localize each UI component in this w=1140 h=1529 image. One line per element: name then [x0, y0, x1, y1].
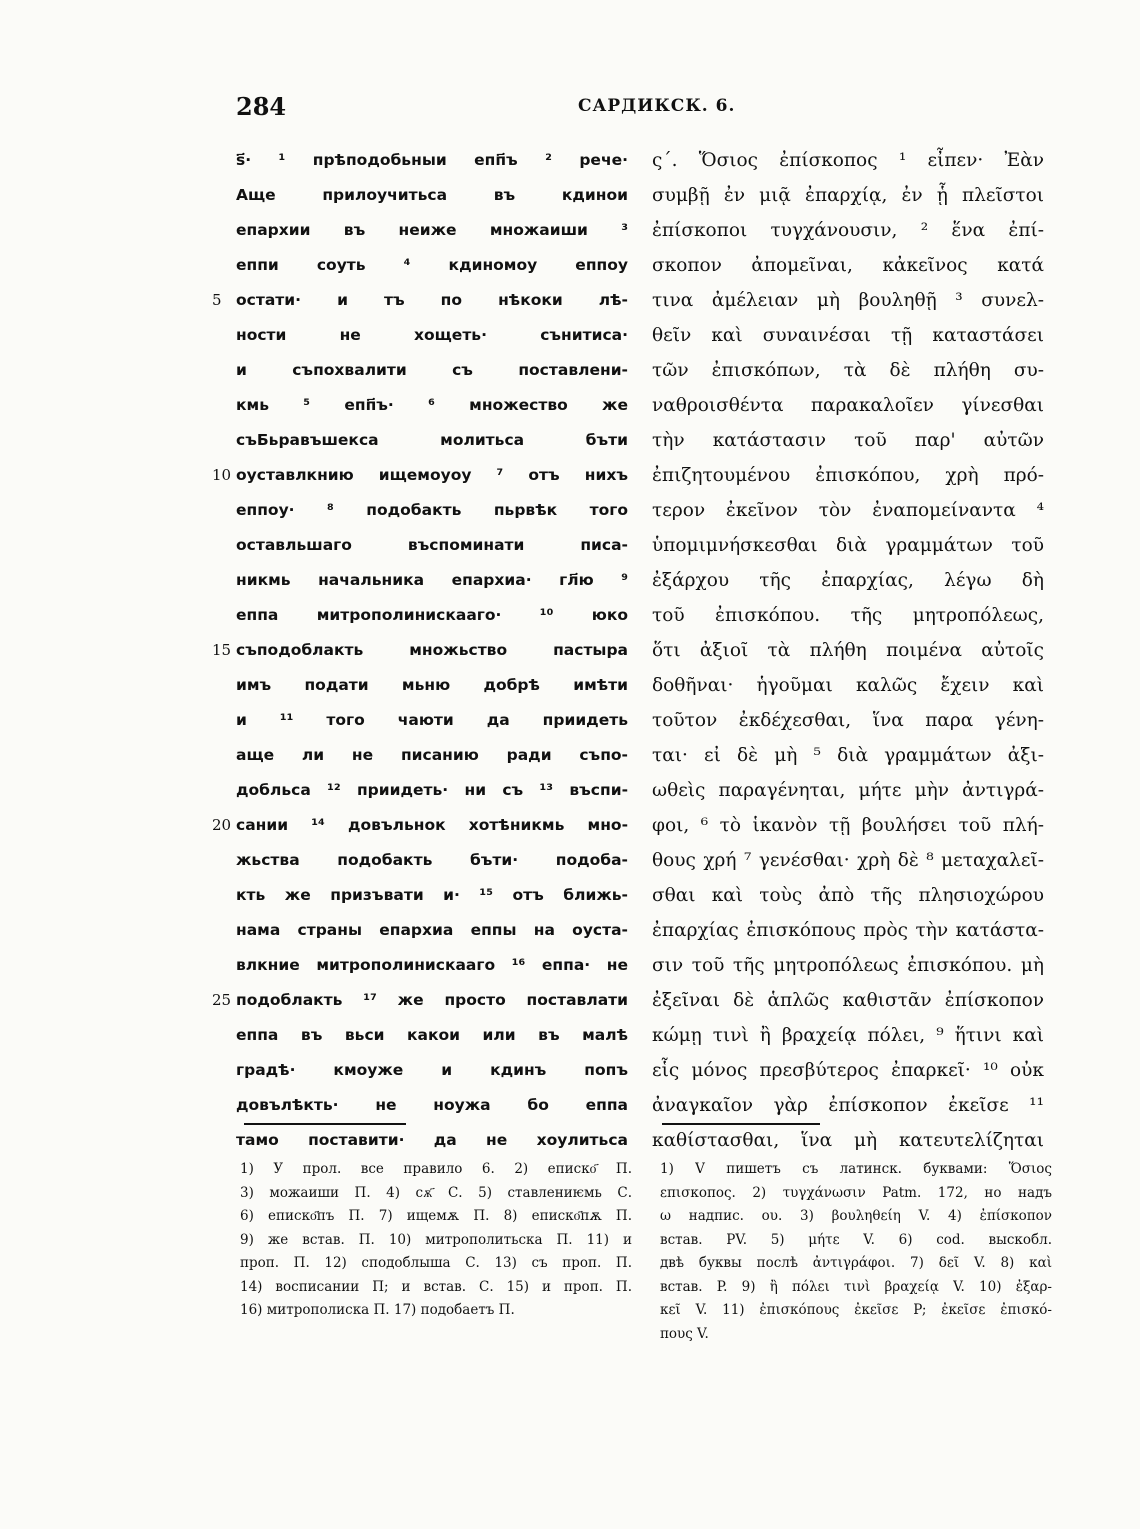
text-line: σιν τοῦ τῆς μητροπόλεως ἐπισκόπου. μὴ	[652, 955, 1044, 976]
text-line: τοῦτον ἐκδέχεσθαι, ἵνα παρα γένη-	[652, 710, 1044, 731]
text-line	[236, 668, 628, 703]
text-line: ἐπίσκοποι τυγχάνουσιν, ² ἕνα ἐπί-	[652, 220, 1044, 241]
greek-column	[652, 143, 1044, 1158]
text-line	[236, 1018, 628, 1053]
text-line	[236, 423, 628, 458]
church-slavonic-column	[212, 143, 628, 1158]
line-text: еппоу· ⁸ подобакть пьрвѣк того	[236, 501, 628, 519]
text-line: ωθεὶς παραγένηται, μήτε μὴν ἀντιγρά-	[652, 780, 1044, 801]
text-line	[212, 983, 628, 1018]
line-number: 5	[212, 291, 222, 309]
line-text: остати· и тъ по нѣкоки лѣ-	[236, 291, 628, 309]
page-number: 284	[236, 92, 287, 121]
text-line	[212, 458, 628, 493]
line-text: Аще прилоучитьса въ кдинои	[236, 186, 628, 204]
line-text: градѣ· кмоуже и кдинъ попъ	[236, 1061, 628, 1079]
footnote-line: 16) митрополиска П. 17) подобаетъ П.	[240, 1302, 515, 1318]
line-text: и ¹¹ того чаюти да приидеть	[236, 711, 628, 729]
text-line: τοῦ ἐπισκόπου. τῆς μητροπόλεως,	[652, 605, 1044, 626]
text-line: συμβῇ ἐν μιᾷ ἐπαρχίᾳ, ἐν ᾗ πλεῖστοι	[652, 185, 1044, 206]
line-text: еппи соуть ⁴ кдиномоу еппоу	[236, 256, 628, 274]
line-number: 25	[212, 991, 232, 1009]
text-line: ὅτι ἀξιοῖ τὰ πλήθη ποιμένα αὐτοῖς	[652, 640, 1044, 661]
text-line: ἐξεῖναι δὲ ἁπλῶς καθιστᾶν ἐπίσκοπον	[652, 990, 1044, 1011]
line-text: сании ¹⁴ довъльнок хотѣникмь мно-	[236, 816, 628, 834]
text-line	[236, 493, 628, 528]
line-text: оуставлкнию ищемоуоу ⁷ отъ нихъ	[236, 466, 628, 484]
line-text: съБьравъшекса молитьса бъти	[236, 431, 628, 449]
text-line	[212, 283, 628, 318]
text-line: σθαι καὶ τοὺς ἀπὸ τῆς πλησιοχώρου	[652, 885, 1044, 906]
text-line	[236, 773, 628, 808]
text-line: ἀναγκαῖον γὰρ ἐπίσκοπον ἐκεῖσε ¹¹	[652, 1095, 1044, 1116]
text-line	[236, 1053, 628, 1088]
footnote-line: ω надпис. ου. 3) βουληθείη V. 4) ἐπίσκοπον	[660, 1208, 1052, 1224]
text-line	[212, 808, 628, 843]
footnote-line: επισκοπος. 2) τυγχάνωσιν Patm. 172, но надъ	[660, 1184, 1052, 1201]
text-line	[236, 1088, 628, 1123]
line-text: аще ли не писанию ради съпо-	[236, 746, 628, 764]
text-line	[236, 843, 628, 878]
footnote-line: κεῖ V. 11) ἐπισκόπους ἐκεῖσε P; ἐκεῖσε ἐπισκό-	[660, 1302, 1052, 1318]
text-line: τινα ἀμέλειαν μὴ βουληθῇ ³ συνελ-	[652, 290, 1044, 311]
line-text: нама страны епархиа еппы на оуста-	[236, 921, 628, 939]
text-line	[236, 878, 628, 913]
text-line: εἷς μόνος πρεσβύτερος ἐπαρκεῖ· ¹⁰ οὐκ	[652, 1060, 1044, 1081]
line-number: 10	[212, 466, 232, 484]
text-line: ἐπαρχίας ἐπισκόπους πρὸς τὴν κατάστα-	[652, 920, 1044, 941]
text-line	[236, 563, 628, 598]
footnote-line: встав. PV. 5) μήτε V. 6) cod. выскобл.	[660, 1231, 1052, 1248]
footnote-line: 6) еписко҃пъ П. 7) ищемѫ П. 8) еписко҃пѫ П.	[240, 1208, 632, 1224]
line-text: никмь начальника епархиа· гл҃ю ⁹	[236, 571, 628, 589]
footnotes-right	[660, 1158, 1052, 1346]
text-line	[236, 248, 628, 283]
footnote-line: 1) У прол. все правило 6. 2) еписко҃ П.	[240, 1161, 632, 1177]
line-text: съподоблакть множьство пастыра	[236, 641, 628, 659]
text-line: ἐπιζητουμένου ἐπισκόπου, χρὴ πρό-	[652, 465, 1044, 486]
text-line	[236, 353, 628, 388]
text-line: θους χρή ⁷ γενέσθαι· χρὴ δὲ ⁸ μεταχαλεῖ-	[652, 850, 1044, 871]
line-text: еппа въ вьси какои или въ малѣ	[236, 1026, 628, 1044]
text-line: φοι, ⁶ τὸ ἱκανὸν τῇ βουλήσει τοῦ πλή-	[652, 815, 1044, 836]
text-line: τὴν κατάστασιν τοῦ παρ' αὐτῶν	[652, 430, 1044, 451]
text-line	[236, 178, 628, 213]
line-number: 15	[212, 641, 232, 659]
footnote-line: πους V.	[660, 1325, 709, 1342]
line-text: ѕ҃· ¹ прѣподобьныи епп҃ъ ² рече·	[236, 151, 628, 169]
page-header	[236, 92, 1036, 126]
text-line: ναθροισθέντα παρακαλοῖεν γίνεσθαι	[652, 395, 1044, 416]
line-text: тамо поставити· да не хоулитьса	[236, 1131, 628, 1149]
text-line: τερον ἐκεῖνον τὸν ἐναπομείναντα ⁴	[652, 500, 1044, 521]
text-line	[236, 948, 628, 983]
line-text: кть же призъвати и· ¹⁵ отъ ближь-	[236, 886, 628, 904]
text-line: δοθῆναι· ἡγοῦμαι καλῶς ἔχειν καὶ	[652, 675, 1044, 696]
text-line	[236, 528, 628, 563]
text-line	[236, 703, 628, 738]
line-number: 20	[212, 816, 232, 834]
line-text: кмь ⁵ епп҃ъ· ⁶ множество же	[236, 396, 628, 414]
text-line: ς΄. Ὅσιος ἐπίσκοπος ¹ εἶπεν· Ἐὰν	[652, 150, 1044, 171]
text-line: ται· εἰ δὲ μὴ ⁵ διὰ γραμμάτων ἀξι-	[652, 745, 1044, 766]
running-head: САРДИКСК. 6.	[578, 96, 736, 116]
text-line	[236, 738, 628, 773]
text-line	[236, 388, 628, 423]
line-text: и съпохвалити съ поставлени-	[236, 361, 628, 379]
line-text: довълѣкть· не ноужа бо еппа	[236, 1096, 628, 1114]
footnote-line: встав. P. 9) ἢ πόλει τινὶ βραχείᾳ V. 10) ἐξαρ-	[660, 1278, 1052, 1295]
line-text: жьства подобакть бъти· подоба-	[236, 851, 628, 869]
text-line	[212, 633, 628, 668]
text-line: τῶν ἐπισκόπων, τὰ δὲ πλήθη συ-	[652, 360, 1044, 381]
text-line: θεῖν καὶ συναινέσαι τῇ καταστάσει	[652, 325, 1044, 346]
text-line: καθίστασθαι, ἵνα μὴ κατευτελίζηται	[652, 1130, 1044, 1151]
text-line	[236, 598, 628, 633]
footnote-line: 3) можаиши П. 4) сѫ҃ С. 5) ставлениѥмь С.	[240, 1184, 632, 1201]
line-text: добльса ¹² приидеть· ни съ ¹³ въспи-	[236, 781, 628, 799]
text-line	[236, 913, 628, 948]
footnote-line: двѣ буквы послѣ ἀντιγράφοι. 7) δεῖ V. 8) καὶ	[660, 1255, 1052, 1271]
text-line: κώμῃ τινὶ ἢ βραχείᾳ πόλει, ⁹ ἥτινι καὶ	[652, 1025, 1044, 1046]
text-line: ἐξάρχου τῆς ἐπαρχίας, λέγω δὴ	[652, 570, 1044, 591]
line-text: влкние митрополинискааго ¹⁶ еппа· не	[236, 956, 628, 974]
line-text: подоблакть ¹⁷ же просто поставлати	[236, 991, 628, 1009]
footnote-rule-right	[662, 1123, 820, 1125]
line-text: ности не хощеть· сънитиса·	[236, 326, 628, 344]
text-line: ὑπομιμνήσκεσθαι διὰ γραμμάτων τοῦ	[652, 535, 1044, 556]
text-line	[236, 318, 628, 353]
line-text: имъ подати мьню добрѣ имѣти	[236, 676, 628, 694]
footnote-line: 1) V пишетъ съ латинск. буквами: Ὅσιος	[660, 1161, 1052, 1177]
footnotes-left	[240, 1158, 632, 1323]
line-text: еппа митрополинискааго· ¹⁰ юко	[236, 606, 628, 624]
footnote-rule-left	[244, 1123, 406, 1125]
text-line: σκοπον ἀπομεῖναι, κἀκεῖνος κατά	[652, 255, 1044, 276]
text-line	[236, 143, 628, 178]
line-text: епархии въ неиже множаиши ³	[236, 221, 628, 239]
footnote-line: 14) восписании П; и встав. С. 15) и проп. П.	[240, 1278, 632, 1295]
text-line	[236, 213, 628, 248]
line-text: оставльшаго въспоминати писа-	[236, 536, 628, 554]
text-line	[236, 1123, 628, 1158]
footnote-line: 9) же встав. П. 10) митрополитьска П. 11) и	[240, 1231, 632, 1248]
footnote-line: проп. П. 12) сподоблыша С. 13) съ проп. П.	[240, 1255, 632, 1271]
